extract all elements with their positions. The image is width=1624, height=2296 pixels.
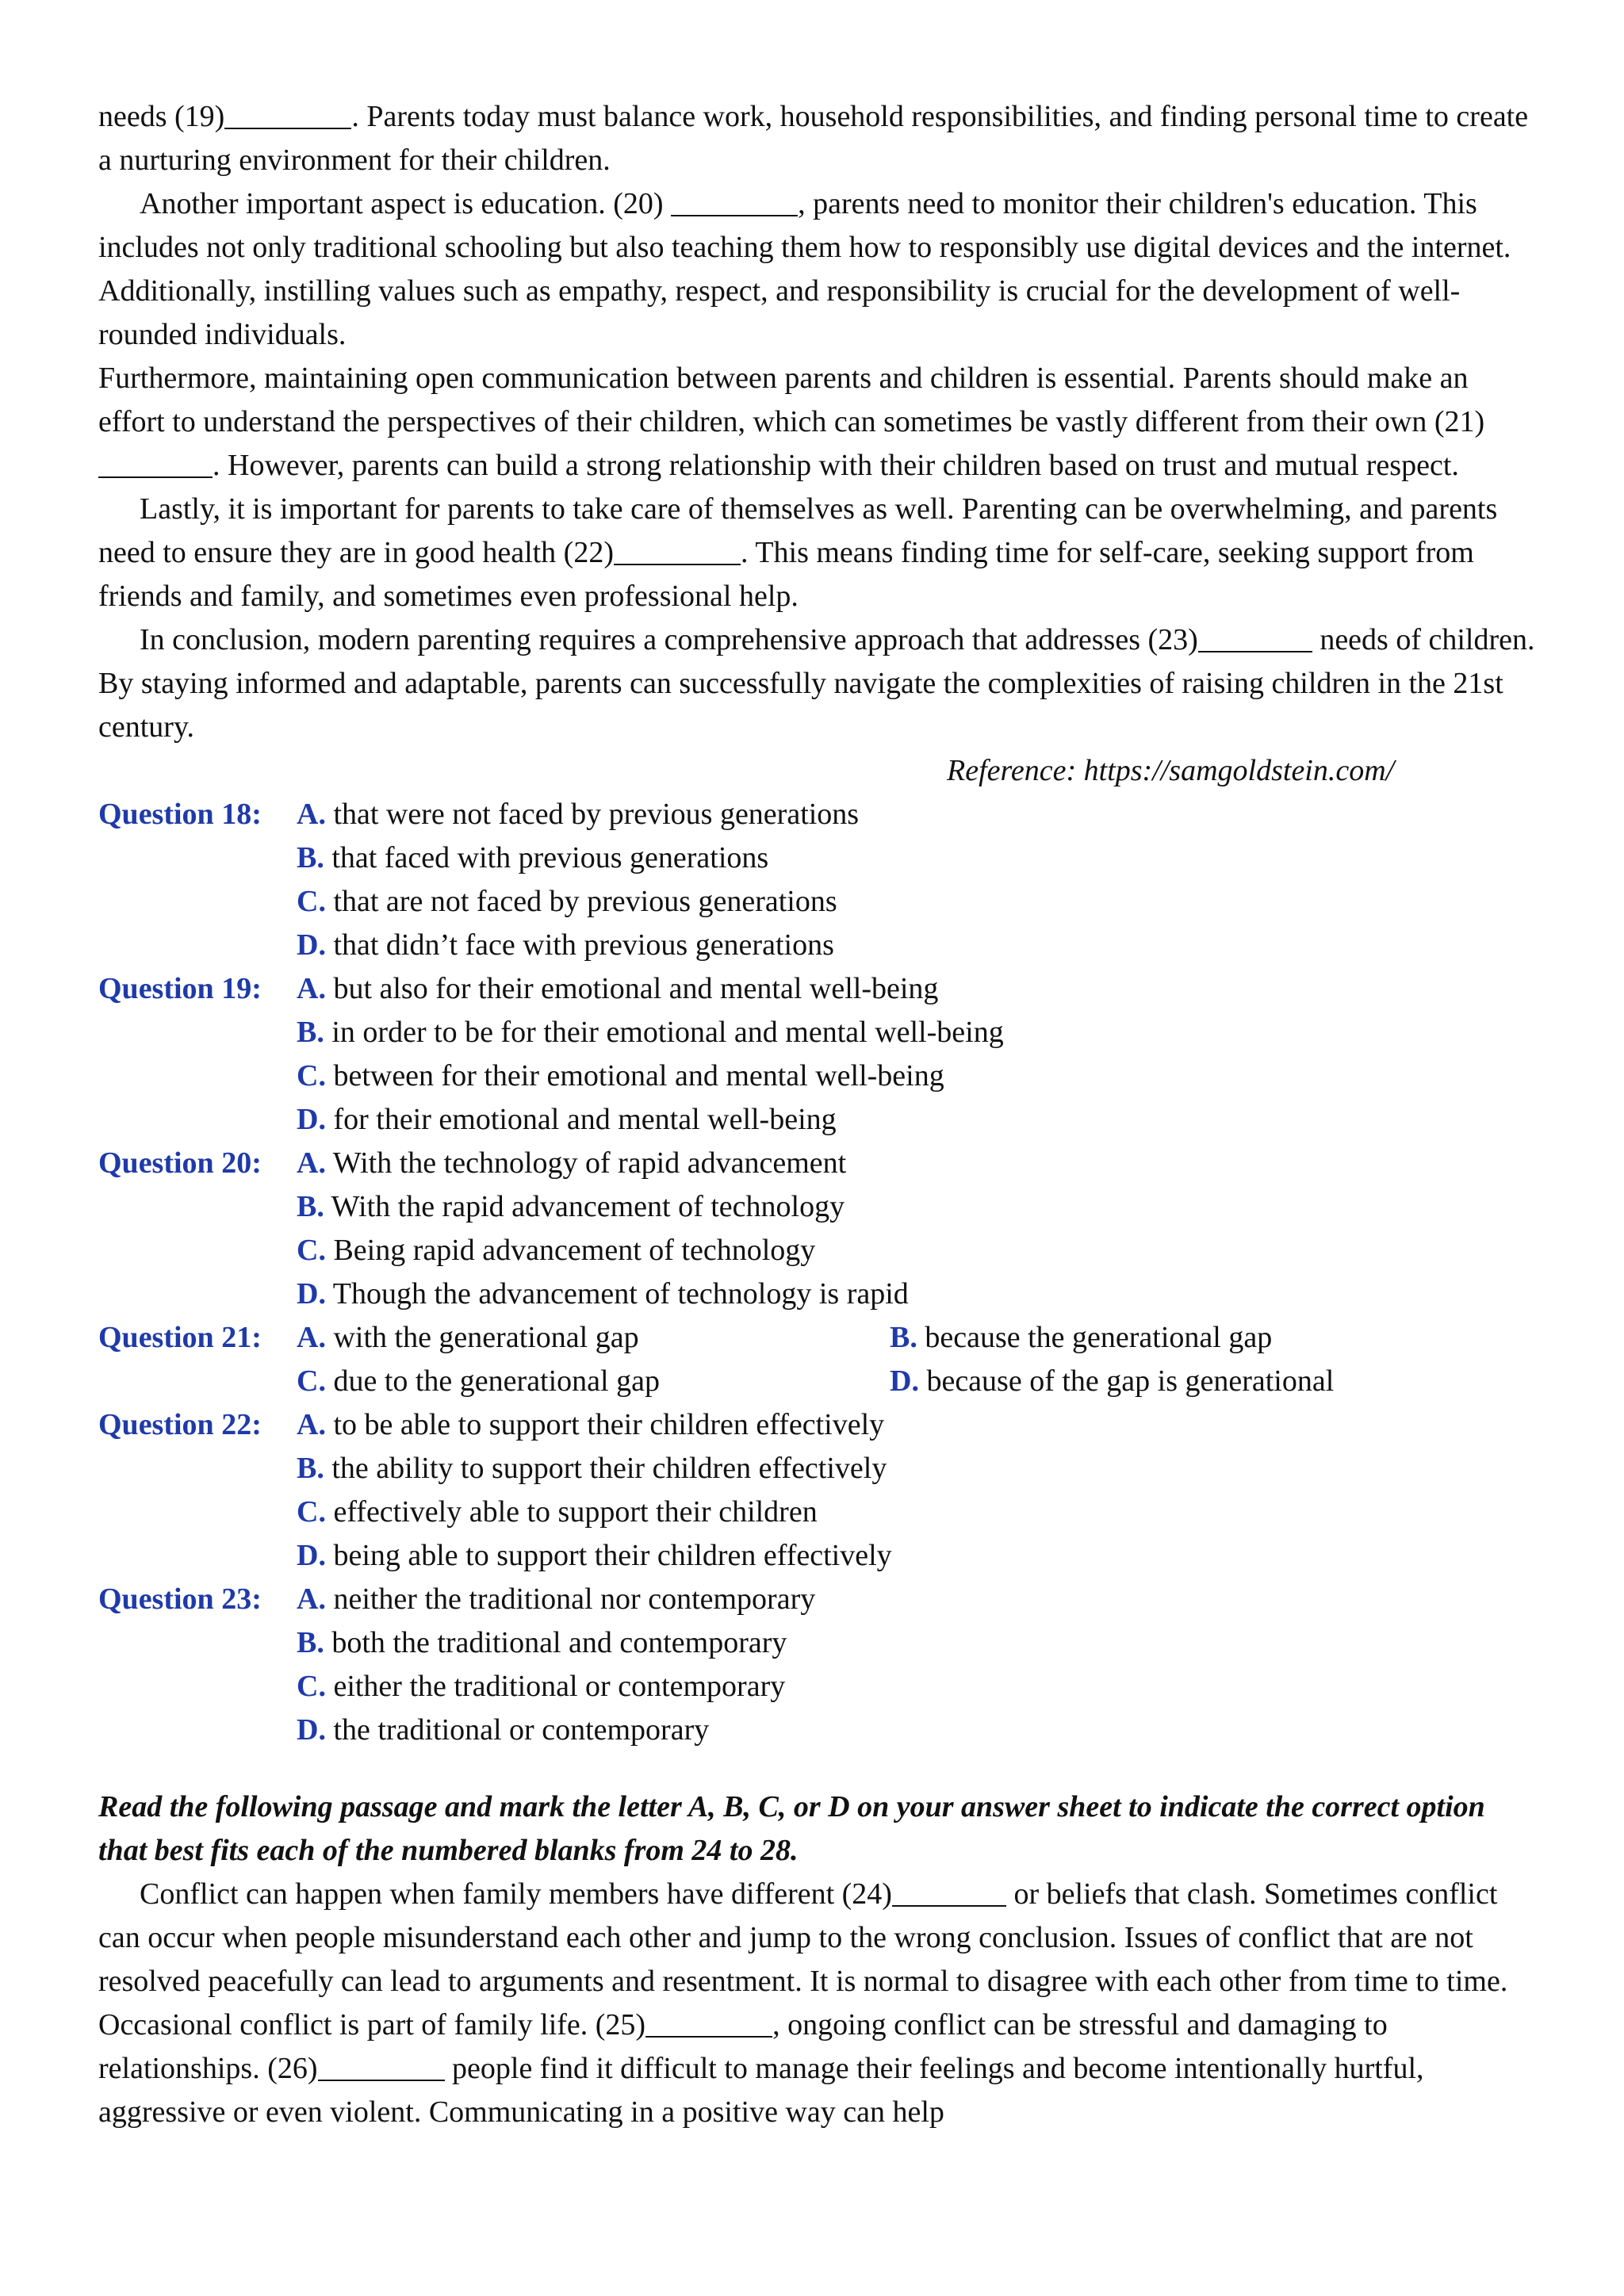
option-d[interactable]: D. being able to support their children effectively [297,1539,892,1572]
option-c[interactable]: C. that are not faced by previous generations [297,885,837,918]
option-b[interactable]: B. With the rapid advancement of technology [297,1190,845,1223]
paragraph-21: Furthermore, maintaining open communication between parents and children is essential. Parents should make an effort to understand the perspectives of their children, which can sometimes be vastly different from their own (21). However, parents can build a strong relationship with their children based on trust and mutual respect. [98,362,1485,482]
option-c[interactable]: C. effectively able to support their children [297,1495,818,1529]
blank-19 [224,98,351,129]
option-d[interactable]: D. for their emotional and mental well-being [297,1103,837,1136]
blank-25 [645,2006,772,2038]
option-b[interactable]: B. the ability to support their children effectively [297,1452,887,1485]
question-20 [98,1142,1538,1316]
paragraph-23: In conclusion, modern parenting requires a comprehensive approach that addresses (23) needs of children. By staying informed and adaptable, parents can successfully navigate the complexities of raising children in the 21st century. [98,618,1538,749]
option-b[interactable]: B. that faced with previous generations [297,841,769,874]
paragraph-24-26: Conflict can happen when family members have different (24) or beliefs that clash. Sometimes conflict can occur when people misunderstand each other and jump to the wrong conclusion. Issues of conflict that are not resolved peacefully can lead to arguments and resentment. It is normal to disagree with each other from time to time. Occasional conflict is part of family life. (25) , ongoing conflict can be stressful and damaging to relationships. (26) people find it difficult to manage their feelings and become intentionally hurtful, aggressive or even violent. Communicating in a positive way can help [98,1873,1538,2134]
question-label: Question 18: [98,798,262,831]
option-d[interactable]: D. Though the advancement of technology is rapid [297,1277,909,1311]
option-a[interactable]: A. with the generational gap [297,1321,639,1354]
blank-21 [98,446,213,478]
question-19 [98,967,1538,1142]
question-label: Question 19: [98,972,262,1005]
option-d[interactable]: D. that didn’t face with previous generations [297,928,834,962]
question-23 [98,1578,1538,1752]
option-b[interactable]: B. in order to be for their emotional and mental well-being [297,1016,1004,1049]
option-a[interactable]: A. that were not faced by previous generations [297,798,860,831]
question-18 [98,793,1538,967]
question-label: Question 20: [98,1146,262,1180]
question-label: Question 23: [98,1582,262,1616]
option-a[interactable]: A. neither the traditional nor contemporary [297,1582,816,1616]
option-b[interactable]: B. because the generational gap [890,1321,1273,1354]
question-label: Question 21: [98,1321,262,1354]
blank-23 [1198,621,1312,652]
blank-22 [614,534,741,565]
paragraph-20: Another important aspect is education. (20) , parents need to monitor their children's education. This includes not only traditional schooling but also teaching them how to responsibly use digital devices and the internet. Additionally, instilling values such as empathy, respect, and responsibility is crucial for the development of well-rounded individuals. [98,182,1538,357]
blank-24 [892,1875,1006,1907]
question-22 [98,1403,1538,1578]
question-label: Question 22: [98,1408,262,1441]
blank-26 [318,2049,445,2081]
question-21 [98,1316,1538,1403]
option-c[interactable]: C. due to the generational gap [297,1364,660,1398]
paragraph-22: Lastly, it is important for parents to take care of themselves as well. Parenting can be overwhelming, and parents need to ensure they are in good health (22) . This means finding time for self-care, seeking support from friends and family, and sometimes even professional help. [98,492,1498,613]
blank-20 [671,185,798,216]
option-d[interactable]: D. because of the gap is generational [890,1364,1335,1398]
option-c[interactable]: C. between for their emotional and mental well-being [297,1059,944,1093]
option-d[interactable]: D. the traditional or contemporary [297,1713,710,1747]
option-c[interactable]: C. Being rapid advancement of technology [297,1234,816,1267]
document-page [98,95,1538,2134]
option-b[interactable]: B. both the traditional and contemporary [297,1626,787,1659]
option-a[interactable]: A. to be able to support their children effectively [297,1408,885,1441]
option-a[interactable]: A. With the technology of rapid advancement [297,1146,847,1180]
option-c[interactable]: C. either the traditional or contemporary [297,1670,786,1703]
paragraph-19: needs (19) . Parents today must balance work, household responsibilities, and finding personal time to create a nurturing environment for their children. [98,95,1538,182]
reference-line: Reference: https://samgoldstein.com/ [947,754,1395,787]
section-instruction: Read the following passage and mark the letter A, B, C, or D on your answer sheet to indicate the correct option that best fits each of the numbered blanks from 24 to 28. [98,1790,1485,1867]
option-a[interactable]: A. but also for their emotional and mental well-being [297,972,939,1005]
